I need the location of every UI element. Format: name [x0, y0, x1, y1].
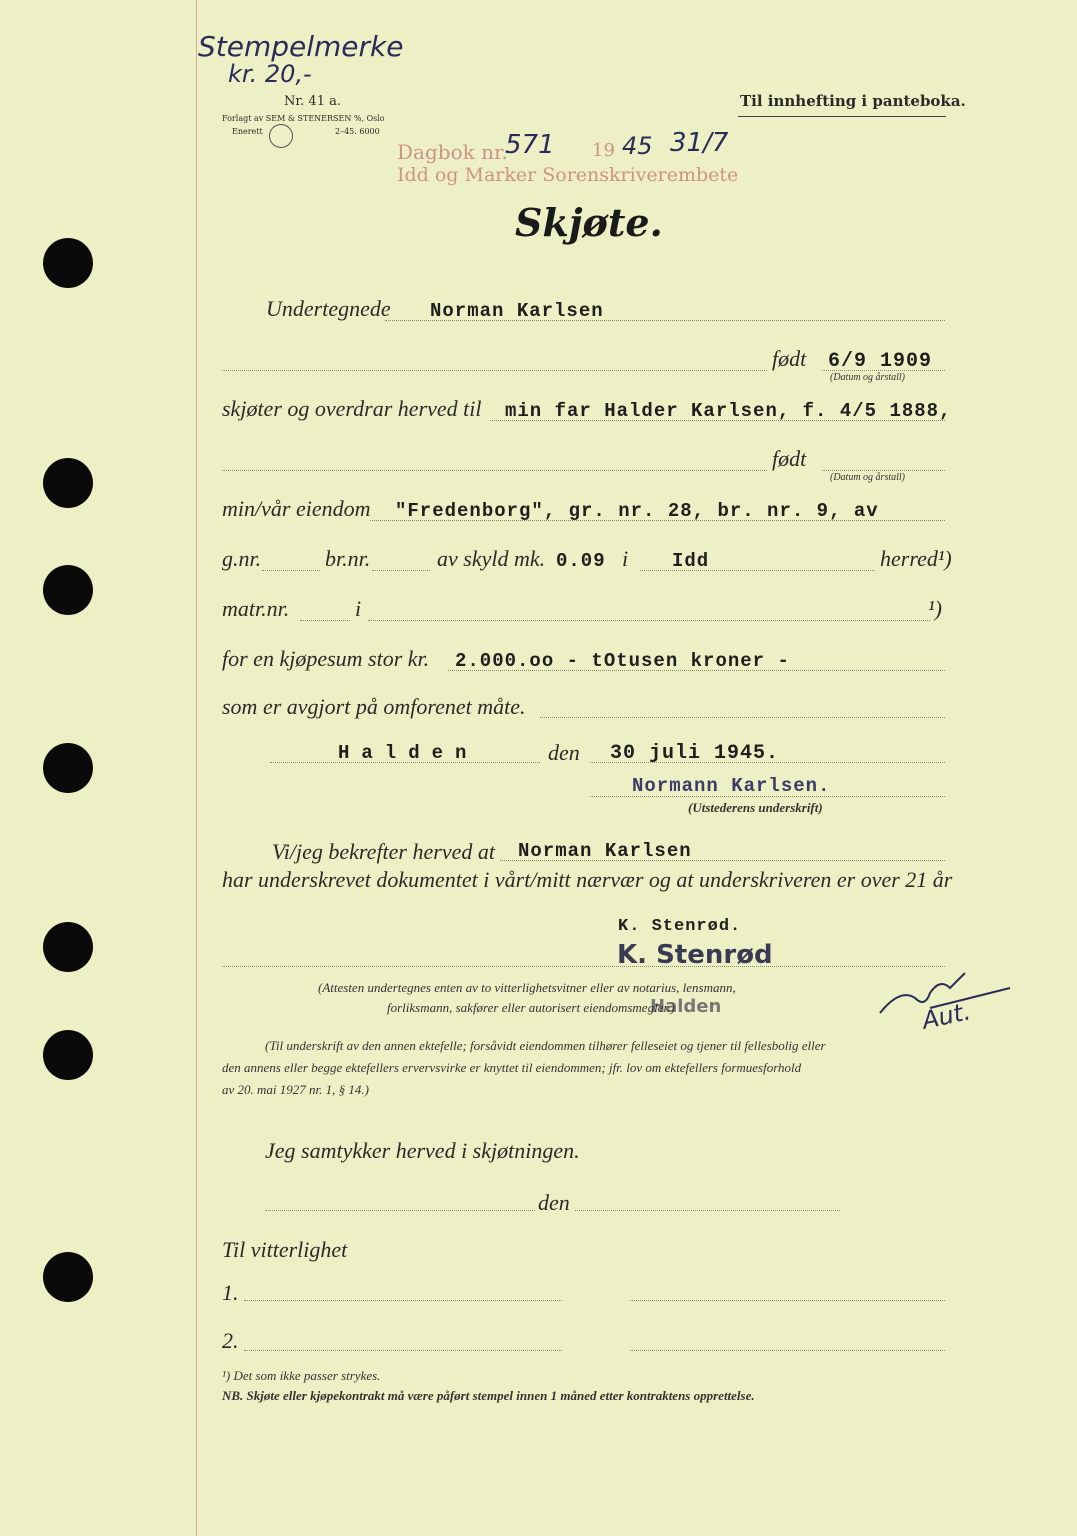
consent-den-label: den — [538, 1190, 570, 1215]
grantor-birthdate: 6/9 1909 — [828, 350, 933, 373]
witness-typed-name: K. Stenrød. — [618, 917, 742, 936]
dotted-line — [244, 1300, 562, 1301]
punch-hole — [43, 743, 93, 793]
grantor-name: Norman Karlsen — [430, 300, 604, 322]
handwritten-initials: Aut. — [919, 997, 974, 1035]
grantee-name: min far Halder Karlsen, f. 4/5 1888, — [505, 400, 952, 422]
dotted-line — [822, 470, 945, 471]
purchase-price: 2.000.oo - tOtusen kroner - — [455, 650, 790, 672]
witness-2-label: 2. — [222, 1328, 239, 1353]
publisher-line-1: Forlagt av SEM & STENERSEN %, Oslo — [222, 114, 385, 123]
dotted-line — [368, 620, 930, 621]
signature-label: (Utstederens underskrift) — [688, 800, 823, 815]
spouse-note-3: av 20. mai 1927 nr. 1, § 14.) — [222, 1082, 369, 1097]
grantor-signature: Normann Karlsen. — [632, 775, 831, 797]
dotted-line — [300, 620, 350, 621]
witness-1-label: 1. — [222, 1280, 239, 1305]
kjopesum-label: for en kjøpesum stor kr. — [222, 646, 430, 671]
attestation-note-2: forliksmann, sakfører eller autorisert eiendomsmegler.) — [387, 1000, 675, 1015]
dotted-line — [262, 570, 320, 571]
attestation-text: har underskrevet dokumentet i vårt/mitt nærvær og at underskriveren er over 21 år — [222, 867, 953, 892]
fodt-label-2: født — [772, 446, 807, 471]
property-description: "Fredenborg", gr. nr. 28, br. nr. 9, av — [395, 500, 879, 522]
den-label: den — [548, 740, 580, 765]
punch-hole — [43, 1030, 93, 1080]
stamp-dagbok-number: 571 — [505, 130, 555, 160]
handwritten-stamp-amount: kr. 20,- — [228, 60, 312, 88]
dotted-line — [222, 966, 945, 967]
publisher-line-2-right: 2–45. 6000 — [335, 127, 380, 136]
spouse-note-2: den annens eller begge ektefellers ervervsvirke er knyttet til eiendommen; jfr. lov om ektefellers formuesforhold — [222, 1060, 802, 1075]
footnote-mark: ¹) — [928, 596, 942, 621]
stamp-date: 31/7 — [670, 128, 729, 158]
witness-title: Til vitterlighet — [222, 1237, 348, 1262]
dotted-line — [630, 1350, 945, 1351]
eiendom-label: min/vår eiendom — [222, 496, 371, 521]
handwritten-stamp-note: Stempelmerke — [198, 30, 404, 63]
margin-line — [196, 0, 197, 1536]
stamp-year-prefix: 19 — [592, 140, 615, 161]
top-right-rule — [738, 116, 946, 117]
dotted-line — [244, 1350, 562, 1351]
witness-signed-name: K. Stenrød — [617, 940, 773, 970]
undertegnede-label: Undertegnede — [266, 296, 391, 321]
skjoter-label: skjøter og overdrar herved til — [222, 396, 482, 421]
punch-hole — [43, 458, 93, 508]
punch-hole — [43, 565, 93, 615]
punch-hole — [43, 238, 93, 288]
dotted-line — [575, 1210, 840, 1211]
footnote-2: NB. Skjøte eller kjøpekontrakt må være påført stempel innen 1 måned etter kontraktens opprettelse. — [222, 1388, 755, 1403]
dotted-line — [222, 470, 767, 471]
consent-text: Jeg samtykker herved i skjøtningen. — [265, 1138, 580, 1163]
date-value: 30 juli 1945. — [610, 742, 780, 765]
dotted-line — [630, 1300, 945, 1301]
punch-hole — [43, 1252, 93, 1302]
footnote-1: ¹) Det som ikke passer strykes. — [222, 1368, 381, 1383]
punch-hole — [43, 922, 93, 972]
dotted-line — [540, 717, 945, 718]
stamp-office-name: Idd og Marker Sorenskriverembete — [397, 164, 739, 186]
skyld-label: av skyld mk. — [437, 546, 546, 571]
skyld-value: 0.09 — [556, 550, 606, 572]
spouse-note-1: (Til underskrift av den annen ektefelle; forsåvidt eiendommen tilhører felleseiet og tjener til fellesbolig eller — [265, 1038, 826, 1053]
i-label: i — [622, 546, 629, 571]
fodt-label: født — [772, 346, 807, 371]
herred-value: Idd — [672, 550, 710, 572]
attestation-label: Vi/jeg bekrefter herved at — [272, 839, 495, 864]
publisher-logo — [269, 124, 293, 148]
stamp-dagbok-label: Dagbok nr. — [397, 140, 508, 164]
witness-stamp-city: Halden — [650, 996, 722, 1017]
gnr-label: g.nr. — [222, 546, 262, 571]
attestation-note-1: (Attesten undertegnes enten av to vitterlighetsvitner eller av notarius, lensmann, — [318, 980, 736, 995]
dotted-line — [372, 570, 430, 571]
document-title: Skjøte. — [515, 200, 663, 245]
brnr-label: br.nr. — [325, 546, 371, 571]
dotted-line — [265, 1210, 535, 1211]
top-right-heading: Til innhefting i panteboka. — [740, 92, 966, 110]
matr-label: matr.nr. — [222, 596, 290, 621]
place-value: Halden — [338, 742, 479, 764]
herred-label: herred¹) — [880, 546, 952, 571]
datum-note-2: (Datum og årstall) — [830, 472, 905, 483]
publisher-line-2-left: Enerett — [232, 127, 263, 136]
stamp-year-suffix: 45 — [622, 132, 653, 160]
avgjort-text: som er avgjort på omforenet måte. — [222, 694, 526, 719]
dotted-line — [222, 370, 767, 371]
matr-i-label: i — [355, 596, 362, 621]
datum-note: (Datum og årstall) — [830, 372, 905, 383]
form-number: Nr. 41 a. — [284, 94, 341, 109]
handwritten-scribble — [870, 968, 1020, 1038]
attestation-name: Norman Karlsen — [518, 840, 692, 862]
